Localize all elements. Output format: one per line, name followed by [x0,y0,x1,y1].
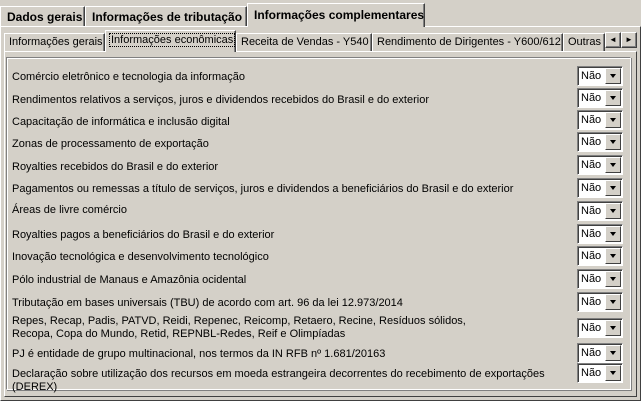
dropdown-arrow-icon[interactable] [605,203,621,219]
yes-no-select[interactable] [577,178,623,198]
scroll-left-arrow-icon[interactable] [605,32,621,48]
tab-label: Informações complementares [254,8,425,22]
arrow-glyph: ◄ [609,35,617,44]
dropdown-arrow-icon[interactable] [605,271,621,287]
subtab-label: Outras [568,36,602,48]
economic-info-label: Áreas de livre comércio [12,204,127,216]
tab-dados-gerais[interactable] [0,6,85,26]
scroll-right-arrow-icon[interactable] [621,32,637,48]
dropdown-arrow-icon[interactable] [605,90,621,106]
yes-no-select[interactable] [577,318,623,338]
dropdown-arrow-icon[interactable] [605,180,621,196]
dropdown-arrow-icon[interactable] [605,320,621,336]
tab-informacoes-complementares[interactable] [247,3,425,27]
dropdown-arrow-icon[interactable] [605,134,621,150]
economic-info-label: Capacitação de informática e inclusão digital [12,116,230,128]
economic-info-label: Tributação em bases universais (TBU) de acordo com art. 96 da lei 12.973/2014 [12,297,403,309]
subtab-label: Receita de Vendas - Y540 [241,36,369,48]
economic-info-label: PJ é entidade de grupo multinacional, nos termos da IN RFB nº 1.681/20163 [12,348,386,360]
economic-info-label: Declaração sobre utilização dos recursos em moeda estrangeira decorrentes do recebimento de exportações (DEREX) [12,368,545,393]
yes-no-select[interactable] [577,201,623,221]
yes-no-select[interactable] [577,269,623,289]
select-value: Não [581,182,602,194]
select-value: Não [581,347,602,359]
select-value: Não [581,114,602,126]
dropdown-arrow-icon[interactable] [605,112,621,128]
tab-informacoes-de-tributacao[interactable] [85,6,247,26]
yes-no-select[interactable] [577,88,623,108]
subtab-rendimento-de-dirigentes[interactable] [372,33,563,51]
yes-no-select[interactable] [577,292,623,312]
yes-no-select[interactable] [577,155,623,175]
dropdown-arrow-icon[interactable] [605,226,621,242]
economic-info-label: Rendimentos relativos a serviços, juros e dividendos recebidos do Brasil e do exterior [12,94,429,106]
select-value: Não [581,250,602,262]
dropdown-arrow-icon[interactable] [605,157,621,173]
select-value: Não [581,205,602,217]
select-value: Não [581,273,602,285]
dropdown-arrow-icon[interactable] [605,365,621,381]
tab-label: Informações de tributação [92,10,243,24]
yes-no-select[interactable] [577,363,623,383]
economic-info-label: Royalties recebidos do Brasil e do exterior [12,161,219,173]
subtab-receita-de-vendas[interactable] [236,33,372,51]
economic-info-label: Repes, Recap, Padis, PATVD, Reidi, Repenec, Reicomp, Retaero, Recine, Resíduos sólidos, Recopa, Copa do Mundo, Retid, REPNBL-Redes, Reif e Olimpíadas [12,315,466,340]
yes-no-select[interactable] [577,343,623,363]
dropdown-arrow-icon[interactable] [605,345,621,361]
economic-info-label: Pólo industrial de Manaus e Amazônia ocidental [12,274,247,286]
yes-no-select[interactable] [577,224,623,244]
select-value: Não [581,92,602,104]
yes-no-select[interactable] [577,132,623,152]
dropdown-arrow-icon[interactable] [605,294,621,310]
economic-info-label: Pagamentos ou remessas a título de serviços, juros e dividendos a beneficiários do Brasil e do exterior [12,183,514,195]
tab-label: Dados gerais [7,10,83,24]
top-tab-bar [0,0,641,26]
select-value: Não [581,322,602,334]
economic-info-label: Comércio eletrônico e tecnologia da informação [12,71,245,83]
select-value: Não [581,228,602,240]
yes-no-select[interactable] [577,66,623,86]
subtab-label: Informações econômicas [111,34,234,46]
yes-no-select[interactable] [577,110,623,130]
economic-info-label: Inovação tecnológica e desenvolvimento tecnológico [12,251,269,263]
subtab-informacoes-economicas[interactable] [105,30,236,52]
subtab-label: Informações gerais [9,36,103,48]
subtab-outras[interactable] [563,33,605,51]
dropdown-arrow-icon[interactable] [605,248,621,264]
select-value: Não [581,159,602,171]
economic-info-label: Zonas de processamento de exportação [12,138,209,150]
arrow-glyph: ► [625,35,633,44]
select-value: Não [581,367,602,379]
select-value: Não [581,70,602,82]
subtab-informacoes-gerais[interactable] [4,33,105,51]
economic-info-label: Royalties pagos a beneficiários do Brasil e do exterior [12,229,275,241]
select-value: Não [581,136,602,148]
select-value: Não [581,296,602,308]
tab-scroll-buttons [605,32,637,48]
subtab-label: Rendimento de Dirigentes - Y600/612 [377,36,561,48]
yes-no-select[interactable] [577,246,623,266]
dropdown-arrow-icon[interactable] [605,68,621,84]
